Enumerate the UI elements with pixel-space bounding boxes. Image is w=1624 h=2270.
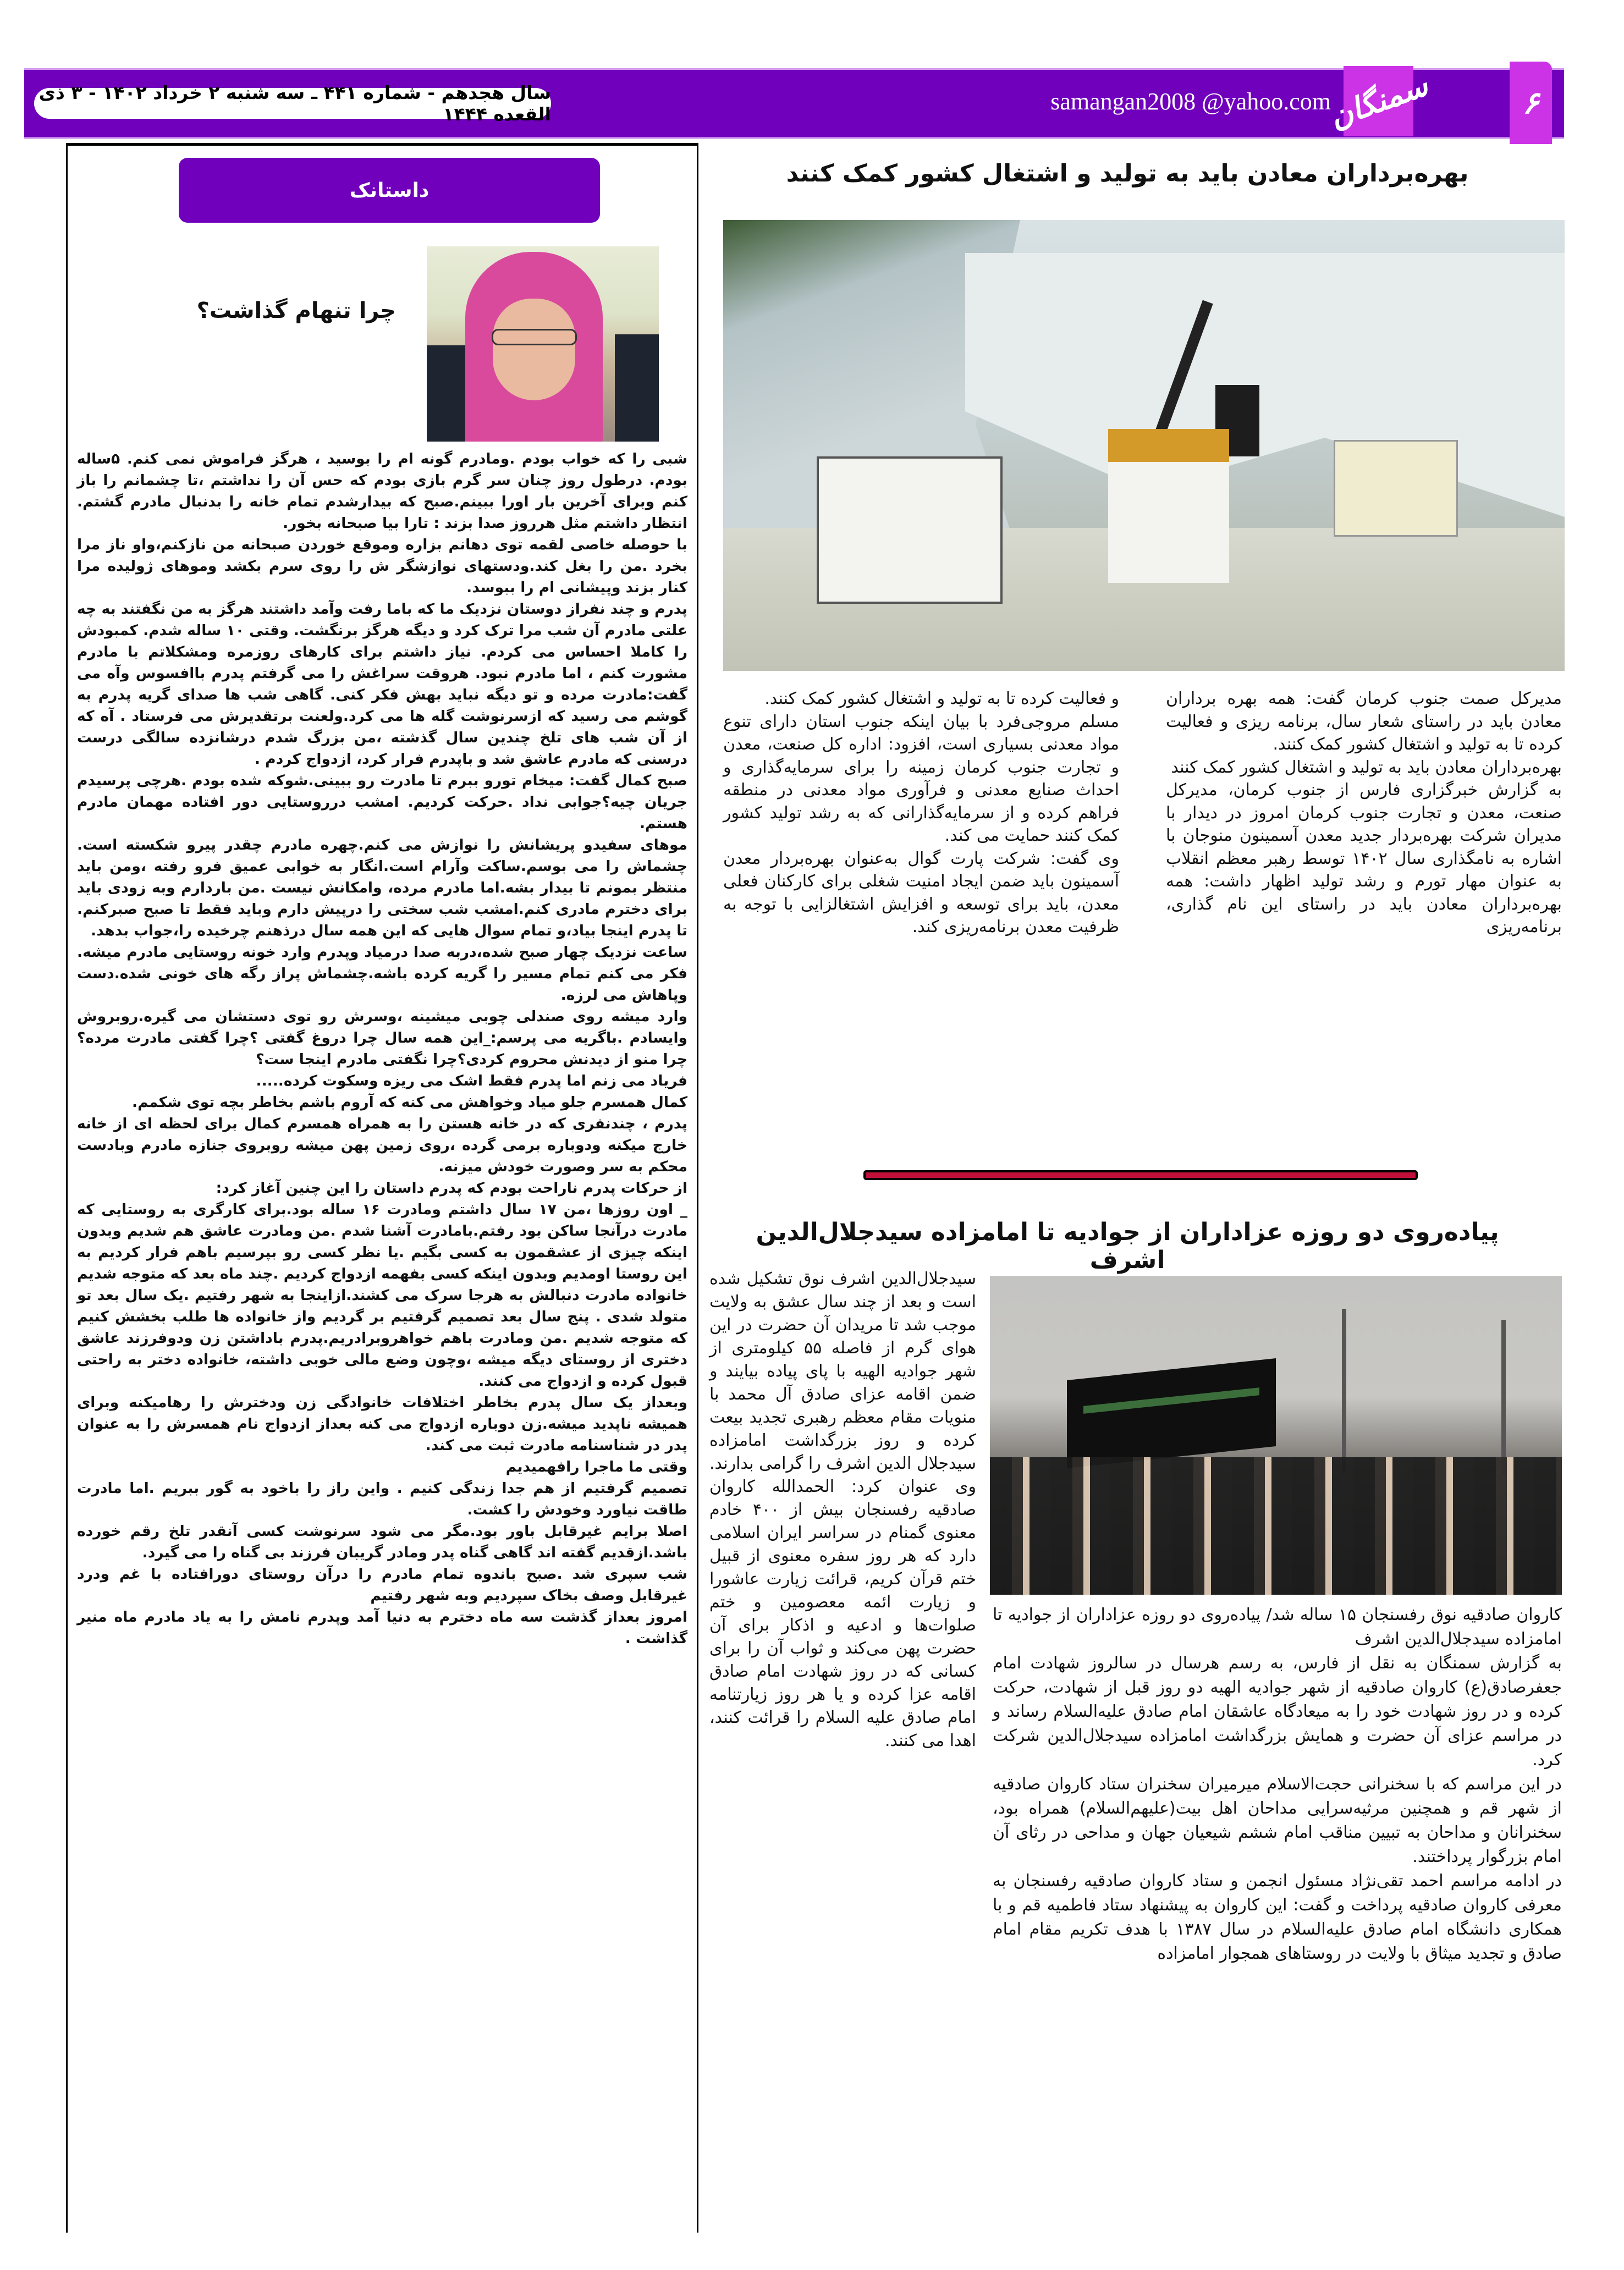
mining-paragraph: به گزارش خبرگزاری فارس از جنوب کرمان، مدیرکل صنعت، معدن و تجارت جنوب کرمان امروز در دیدار با مدیران شرکت بهره‌بردار جدید معدن آسمینون منوجان با اشاره به نامگذاری سال ۱۴۰۲ توسط رهبر معظم انقلاب به عنوان مهار تورم و رشد تولید اظهار داشت: همه بهره‌برداران معادن باید در راستای این نام گذاری، برنامه‌ریزی xyxy=(1166,780,1562,936)
pilgrimage-column-right xyxy=(993,1603,1562,2230)
logo-text: سمنگان xyxy=(1324,67,1433,136)
mining-paragraph: مسلم مروجی‌فرد با بیان اینکه جنوب استان دارای تنوع مواد معدنی بسیاری است، افزود: اداره کل صنعت، معدن و تجارت جنوب کرمان زمینه را برای سرمایه‌گذاری و احداث صنایع معدنی و فرآوری مواد معدنی در منطقه فراهم کرده و از سرمایه‌گذارانی که به رشد تولید کشور کمک کنند حمایت می کند. xyxy=(723,712,1119,845)
story-paragraph: شب سپری شد .صبح باندوه تمام مادرم را درآن روستای دورافتاده با غم ودرد غیرقابل وصف بخاک سپردیم وبه شهر رفتیم xyxy=(77,1566,687,1604)
story-paragraph: _ اون روزها ،من ۱۷ سال داشتم ومادرت ۱۶ ساله بود.برای کارگری به روستایی که مادرت درآنجا ساکن بود رفتم.بامادرت آشنا شدم .من ومادرت عاشق هم شدیم وبدون اینکه چیزی از عشقمون به کسی بگیم .یا نظر کسی رو بپرسیم باهم فرار کردیم به این روستا اومدیم وبدون اینکه کسی بفهمه ازدواج کردیم .چند ماه بعد که متوجه شدیم خانواده مادرت دنبالش به هرجا سرک می کشند.ازاینجا به شهر رفتیم .یک سال بعد تو متولد شدی . پنج سال بعد تصمیم گرفتیم بر گردیم واز خانواده ها طلب بخشش کنیم که متوجه شدیم .من ومادرت باهم خواهروبرادریم.پدرم باداشتن زن ودوفرزند عاشق دختری از روستای دیگه میشه ،وچون وضع مالی خوبی داشته، خانواده دختر به راحتی قبول کرده و ازدواج می کنند. xyxy=(77,1201,688,1390)
author-photo xyxy=(427,246,659,442)
photo-face xyxy=(493,299,575,400)
story-paragraph: از حرکات پدرم ناراحت بودم که پدرم داستان را این چنین آغاز کرد: xyxy=(216,1180,687,1197)
pilgrimage-paragraph: به گزارش سمنگان به نقل از فارس، به رسم هرسال در سالروز شهادت امام جعفرصادق(ع) کاروان صادقیه از شهر جوادیه الهیه دو روز قبل از شهادت، حرکت کرده و در روز شهادت خود را به میعادگاه عاشقان امام صادق علیه‌السلام رساند و در مراسم عزای آن حضرت و همایش بزرگداشت امامزاده سیدجلال‌الدین شرکت کرد. xyxy=(993,1654,1562,1770)
story-paragraph: تصمیم گرفتیم از هم جدا زندگی کنیم . واین راز را باخود به گور ببریم .اما مادرت طاقت نیاورد وخودش را کشت. xyxy=(77,1480,687,1518)
pilgrimage-paragraph: سیدجلال‌الدین اشرف نوق تشکیل شده است و بعد از چند سال عشق به ولایت موجب شد تا مریدان آن حضرت در این هوای گرم از فاصله ۵۵ کیلومتری از شهر جوادیه الهیه با پای پیاده بیایند و ضمن اقامه عزای صادق آل محمد با منویات مقام معظم رهبری تجدید بیعت کرده و روز بزرگداشت امامزاده سیدجلال الدین اشرف را گرامی بدارند. xyxy=(709,1269,976,1473)
story-paragraph: کمال همسرم جلو میاد وخواهش می کنه که آروم باشم بخاطر بچه توی شکمم. xyxy=(132,1094,687,1111)
page-number: ۶ xyxy=(1522,85,1539,121)
mining-paragraph: وی گفت: شرکت پارت گوال به‌عنوان بهره‌بردار معدن آسمینون باید ضمن ایجاد امنیت شغلی برای کارکنان فعلی معدن، باید برای توسعه و افزایش اشتغالزایی با توجه به ظرفیت معدن برنامه‌ریزی کند. xyxy=(723,849,1119,936)
photo-truck-orange xyxy=(1108,429,1229,583)
story-paragraph: امروز بعداز گذشت سه ماه دخترم به دنیا آمد وپدرم نامش را به یاد مادرم ماه منیر گذاشت . xyxy=(77,1608,687,1647)
issue-line: سال هجدهم - شماره ۴۴۱ ـ سه شنبه ۲ خرداد ۱۴۰۲ - ۳ ذی القعده ۱۴۴۴ xyxy=(38,82,551,125)
issue-date-pill xyxy=(34,82,551,125)
article-divider xyxy=(863,1170,1418,1180)
photo-chair-left xyxy=(427,345,465,442)
contact-email[interactable]: samangan2008 @yahoo.com xyxy=(1050,88,1331,115)
pilgrimage-paragraph: وی عنوان کرد: الحمدالله کاروان صادقیه رفسنجان بیش از ۴۰۰ خادم معنوی گمنام در سراسر ایران اسلامی دارد که هر روز سفره معنوی از قبیل ختم قرآن کریم، قرائت زیارت عاشورا و زیارت ائمه معصومین و ختم صلوات‌ها و ادعیه و اذکار برای آن حضرت پهن می‌کند و ثواب آن را برای کسانی که در روز شهادت امام صادق اقامه عزا کرده و یا هر روز زیارتنامه امام صادق علیه السلام را قرائت کنند، اهدا می کنند. xyxy=(709,1477,977,1750)
story-paragraph: اصلا برایم غیرقابل باور بود.مگر می شود سرنوشت کسی آنقدر تلخ رقم خورده باشد.ازقدیم گفته اند گاهی گناه پدر ومادر گریبان فرزند بی گناه را می گیرد. xyxy=(77,1523,687,1561)
photo-truck-trailer xyxy=(1334,440,1458,537)
story-paragraph: با حوصله خاصی لقمه توی دهانم بزاره وموقع خوردن صبحانه من نازکنم،واو ناز مرا بخرد .من را بغل کند.ودستهای نوازشگر ش را روی سرم بکشد وموهای ژولیده مرا کنار بزند وپیشانی ام را ببوسد. xyxy=(77,536,687,596)
story-paragraph: موهای سفیدو پریشانش را نوازش می کنم.چهره مادرم چقدر پیرو شکسته است. چشماش را می بوسم.ساکت وآرام است.انگار به خوابی عمیق فرو رفته ،ومن باید منتظر بمونم تا بیدار بشه.اما مادرم مرده، وامکانش نیست .من باردارم وبه زودی باید برای دخترم مادری کنم.امشب شب سختی را درپیش دارم وباید فقط تا صبح صبرکنم. تا پدرم اینجا بیاد،و تمام سوال هایی که این همه سال درذهنم چرخیده را،جواب بدهد. xyxy=(77,836,687,939)
pilgrimage-headline: پیاده‌روی دو روزه عزاداران از جوادیه تا امامزاده سیدجلال‌الدین اشرف xyxy=(756,1218,1499,1274)
mining-column-left xyxy=(723,687,1119,1127)
section-label-badge xyxy=(179,158,600,223)
page-number-tab xyxy=(1510,62,1552,144)
mining-headline: بهره‌برداران معادن باید به تولید و اشتغال کشور کمک کنند xyxy=(786,159,1469,188)
story-paragraph: شبی را که خواب بودم .ومادرم گونه ام را بوسید ، هرگز فراموش نمی کنم. ۵ساله بودم. درطول روز چنان سر گرم بازی بودم که حس آن را نداشتم ،تا چشمانم را باز کنم وبرای آخرین بار اورا ببینم.صبح که بیدارشدم تمام خانه را بدنبال مادرم گشتم. انتظار داشتم مثل هرروز صدا بزند : تارا بیا صبحانه بخور. xyxy=(77,450,687,532)
photo-lamp-pole xyxy=(1342,1309,1346,1474)
photo-chair-right xyxy=(615,334,659,442)
pilgrimage-paragraph: در ادامه مراسم احمد تقی‌نژاد مسئول انجمن و ستاد کاروان صادقیه رفسنجان به معرفی کاروان صادقیه پرداخت و گفت: این کاروان به پیشنهاد ستاد فاطمیه قم و با همکاری دانشگاه امام صادق علیه‌السلام در سال ۱۳۸۷ با هدف تکریم مقام امام صادق و تجدید میثاق با ولایت در روستاهای همجوار امامزاده xyxy=(993,1871,1562,1963)
story-paragraph: وقتی ما ماجرا رافهمیدیم xyxy=(505,1458,687,1475)
mining-photo xyxy=(723,220,1565,671)
mining-column-right xyxy=(1166,687,1562,1127)
mining-paragraph: مدیرکل صمت جنوب کرمان گفت: همه بهره برداران معادن باید در راستای شعار سال، برنامه ریزی و فعالیت کرده تا به تولید و اشتغال کشور کمک کنند. xyxy=(1166,689,1562,754)
story-title: چرا تنهام گذاشت؟ xyxy=(196,298,396,323)
section-label: داستانک xyxy=(349,179,430,202)
mining-paragraph: بهره‌برداران معادن باید به تولید و اشتغال کشور کمک کنند xyxy=(1171,757,1562,777)
photo-black-banner xyxy=(1067,1358,1276,1468)
pilgrimage-paragraph: در این مراسم که با سخنرانی حجت‌الاسلام میرمیران سخنران ستاد کاروان صادقیه از شهر قم و همچنین مرثیه‌سرایی مداحان اهل بیت(علیهم‌السلام) همراه بود، سخنرانان و مداحان به تبیین مناقب امام ششم شیعیان جهان و مداحی در رثای آن امام بزرگوار پرداختند. xyxy=(993,1775,1562,1866)
mining-paragraph: و فعالیت کرده تا به تولید و اشتغال کشور کمک کنند. xyxy=(764,689,1119,708)
story-paragraph: فریاد می زنم اما پدرم فقط اشک می ریزه وسکوت کرده..... xyxy=(256,1072,687,1089)
photo-crowd xyxy=(990,1457,1562,1595)
pilgrimage-column-left xyxy=(709,1268,976,2235)
story-paragraph: وارد میشه روی صندلی چوبی میشینه ،وسرش رو توی دستشان می گیره.روبروش وایسادم .باگریه می پرسم:_این همه سال چرا دروغ گفتی ؟چرا گفتی مادرت مرده؟ چرا منو از دیدنش محروم کردی؟چرا نگفتی مادرم اینجا ست؟ xyxy=(77,1008,687,1068)
newspaper-logo xyxy=(1324,66,1433,136)
photo-truck-white xyxy=(817,456,1003,604)
pilgrimage-photo xyxy=(990,1276,1562,1595)
story-paragraph: پدرم ، چندنفری که در خانه هستن را به همراه همسرم کمال برای لحظه ای از خانه خارج میکنه ودوباره برمی گرده ،روی زمین پهن میشه روبروی جنازه مادرم وبادست محکم به سر وصورت خودش میزنه. xyxy=(77,1115,687,1175)
story-body xyxy=(77,448,687,2208)
story-paragraph: ساعت نزدیک چهار صبح شده،دربه صدا درمیاد وپدرم وارد خونه روستایی مادرم میشه. فکر می کنم تمام مسیر را گریه کرده باشه.چشماش پراز رگه های خونی شده.دست وپاهاش می لرزه. xyxy=(77,944,687,1004)
photo-quarry-wall xyxy=(965,253,1565,517)
story-paragraph: صبح کمال گفت: میخام تورو ببرم تا مادرت رو ببینی.شوکه شده بودم .هرچی پرسیدم جریان چیه؟جوابی نداد .حرکت کردیم. امشب درروستایی دور افتاده مهمان مادرم هستم. xyxy=(77,772,687,832)
story-paragraph: پدرم و چند نفراز دوستان نزدیک ما که باما رفت وآمد داشتند هرگز به من نگفتند به چه علتی مادرم آن شب مرا ترک کرد و دیگه هرگز برنگشت. وقتی ۱۰ ساله شدم. کمبودش را کاملا احساس می کردم. نیاز داشتم برای کارهای روزمره ومشکلاتم با مادرم مشورت کنم ، اما مادرم نبود. هروقت سراغش را می گرفتم پدرم باافسوس وآه می گفت:مادرت مرده و تو دیگه نباید بهش فکر کنی. گاهی شب ها صدای گریه پدرم به گوشم می رسید که ازسرنوشت گله ها می کرد.ولعنت برتقدیرش می فرستاد . آه که از آن شب های تلخ چندین سال گذشته ،من بزرگ شدم درشانزده سالگی درست درسنی که مادرم عاشق شد و باپدرم فرار کرد، ازدواج کردم . xyxy=(77,600,687,768)
photo-lamp-pole xyxy=(1501,1320,1506,1474)
pilgrimage-paragraph: کاروان صادقیه نوق رفسنجان ۱۵ ساله شد/ پیاده‌روی دو روزه عزاداران از جوادیه تا امامزاده سیدجلال‌الدین اشرف xyxy=(993,1605,1562,1649)
story-paragraph: وبعداز یک سال پدرم بخاطر اختلافات خانوادگی زن ودخترش را رهامیکنه وبرای همیشه ناپدید میشه.زن دوباره ازدواج می کنه بعداز ازدواج نام همسرش را به عنوان پدر در شناسنامه مادرت ثبت می کند. xyxy=(77,1394,687,1454)
photo-glasses xyxy=(492,329,577,345)
